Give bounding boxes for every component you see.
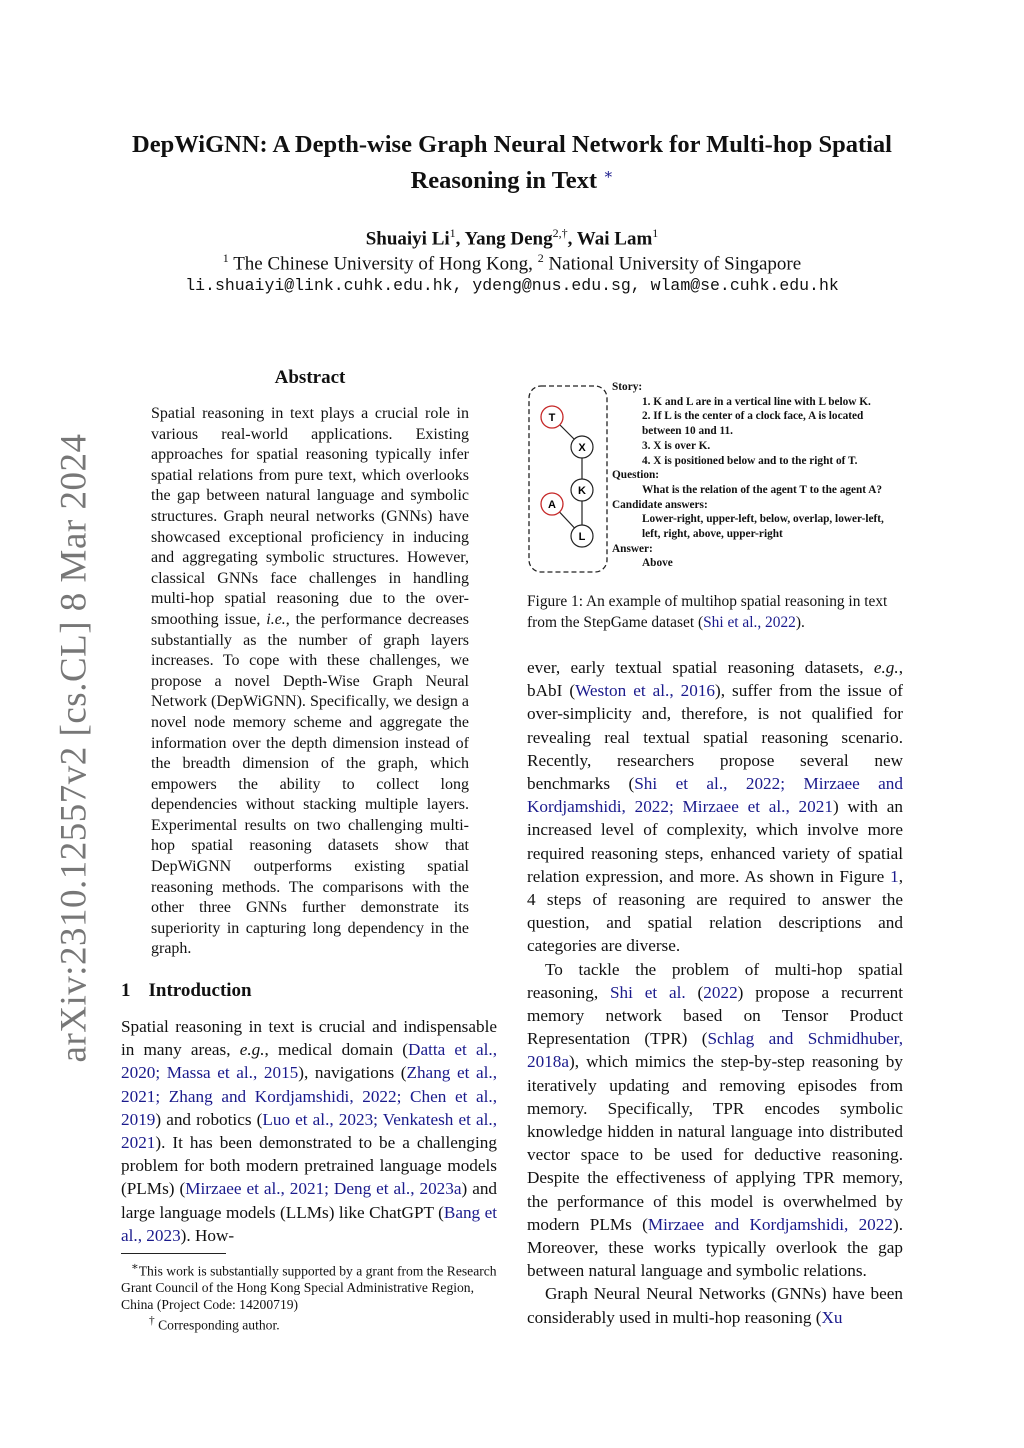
graph-boundary (529, 386, 607, 572)
affil-1: The Chinese University of Hong Kong, (233, 253, 533, 275)
question-text: What is the relation of the agent T to the agent A? (642, 483, 883, 496)
question-label: Question: (612, 469, 660, 482)
candidates-line: Lower-right, upper-left, below, overlap, lower-left, (642, 513, 884, 526)
candidates-line: left, right, above, upper-right (642, 528, 783, 541)
citation-link[interactable]: Schlag and Schmidhuber, 2018a (527, 1029, 903, 1072)
citation-link[interactable]: 2022 (703, 982, 738, 1002)
footnote-1-mark: ∗ (131, 1261, 139, 1273)
text-run: ) with an increased level of complexity, which involve more required reasoning steps, enhanced variety of spatial relation expression, and more. As shown in Figure (527, 797, 903, 886)
author-list: Shuaiyi Li$^1$, Yang Deng$^{2,\dagger}$, Wai Lam$^1$ (365, 226, 659, 250)
section-heading (121, 980, 252, 1002)
citation-link[interactable]: Zhang et al., 2021; Zhang and Kordjamshidi, 2022; Chen et al., 2019 (121, 1063, 497, 1129)
intro-paragraph-2 (527, 958, 903, 1283)
story-line: 1. K and L are in a vertical line with L below K. (642, 395, 871, 408)
text-run: ) propose a recurrent memory network based on Tensor Product Representation (TPR) ( (527, 982, 903, 1049)
title-line-2 (60, 160, 964, 196)
author-sup: 1 (652, 226, 659, 240)
node-label: L (578, 531, 586, 543)
affil-2-sup: 2 (537, 251, 544, 265)
title-line-1: DepWiGNN: A Depth-wise Graph Neural Network for Multi-hop Spatial (132, 131, 892, 158)
graph-node-x (571, 436, 593, 458)
author-name: Yang Deng (464, 228, 553, 250)
text-run: ), which mimics the step-by-step reasoning by iteratively updating and removing episodes from memory. Specifically, TPR encodes symbolic knowledge hidden in natural language into distributed vector space to be used for deductive reasoning. Despite the effectiveness of applying TPR memory, the performance of this model is overwhelmed by modern PLMs ( (527, 1052, 903, 1234)
story-line: 2. If L is the center of a clock face, A is located (642, 410, 864, 423)
author-emails: li.shuaiyi@link.cuhk.edu.hk, ydeng@nus.edu.sg, wlam@se.cuhk.edu.hk (185, 276, 839, 295)
text-run: , bAbI ( (527, 658, 903, 701)
abstract-text (151, 404, 469, 960)
text-run: , medical domain ( (264, 1040, 409, 1060)
abstract-part-a: Spatial reasoning in text plays a crucial role in various real-world applications. Existing approaches for spatial reasoning typically infer spatial relations from pure text, which overlooks the gap between natural language and symbolic structures. Graph neural networks (GNNs) have showcased exceptional proficiency in inducing and aggregating symbolic structures. However, classical GNNs face challenges in handling multi-hop spatial reasoning due to the over-smoothing issue, (151, 405, 469, 628)
text-italic: e.g. (239, 1040, 265, 1060)
text-run: ). Moreover, these works typically overlook the gap between natural language and symbolic relations. (527, 1214, 903, 1281)
text-run: , 4 steps of reasoning are required to answer the question, and spatial relation descriptions and categories are diverse. (527, 866, 903, 956)
title-line-2-text: Reasoning in Text (410, 167, 598, 195)
citation-link[interactable]: Luo et al., 2023; Venkatesh et al., 2021 (121, 1109, 498, 1153)
text-run: Graph Neural Neural Networks (GNNs) have been considerably used in multi-hop reasoning ( (527, 1284, 903, 1327)
citation-link[interactable]: Shi et al., 2022 (703, 613, 796, 631)
arxiv-id: arXiv:2310.12557v2 [cs.CL] 8 Mar 2024 (53, 433, 95, 1062)
text-run: Figure 1: An example of multihop spatial reasoning in text from the StepGame dataset ( (527, 593, 888, 631)
citation-link[interactable]: Weston et al., 2016 (575, 681, 716, 701)
graph-node-k (571, 479, 593, 501)
abstract-part-b: , the performance decreases substantially as the number of graph layers increases. To cope with these challenges, we propose a novel Depth-Wise Graph Neural Network (DepWiGNN). Specifically, we design a novel node memory scheme and aggregate the information over the depth dimension instead of the breadth dimension of the graph, which empowers the ability to collect long dependencies without stacking multiple layers. Experimental results on two challenging multi-hop spatial reasoning datasets show that DepWiGNN outperforms existing spatial reasoning methods. The comparisons with the other three GNNs further demonstrate its superiority in capturing long dependency in the graph. (151, 610, 469, 958)
story-line: 3. X is over K. (642, 439, 711, 452)
node-label: K (578, 485, 586, 497)
citation-link[interactable]: Xu (821, 1307, 843, 1327)
title-footnote-marker[interactable]: ∗ (603, 167, 614, 183)
intro-paragraph-3 (527, 1282, 903, 1328)
affil-2: National University of Singapore (548, 253, 802, 275)
text-run: ever, early textual spatial reasoning datasets, (527, 658, 874, 677)
story-line: between 10 and 11. (642, 425, 734, 438)
text-run: ), suffer from the issue of over-simplicity and, therefore, is not qualified for revealing real textual spatial reasoning scenario. Recently, researchers propose several new benchmarks ( (527, 681, 903, 794)
abstract-ie: i.e. (266, 610, 286, 628)
affil-1-sup: 1 (222, 251, 229, 265)
answer-label: Answer: (612, 542, 653, 555)
author-name: Shuaiyi Li (365, 228, 450, 250)
footnote-2 (121, 1313, 501, 1334)
figure-ref-link[interactable]: 1 (890, 866, 899, 886)
node-label: A (548, 499, 556, 511)
citation-link[interactable]: Mirzaee and Kordjamshidi, 2022 (647, 1214, 893, 1234)
node-label: T (548, 412, 556, 424)
citation-link[interactable]: Bang et al., 2023 (121, 1202, 497, 1245)
section-title: Introduction (148, 980, 252, 1001)
section-number: 1 (121, 980, 131, 1001)
author-sup: 1 (449, 226, 456, 240)
right-column-body (527, 656, 903, 1329)
figure-1-story (612, 380, 912, 571)
figure-1-graph (526, 384, 612, 574)
affiliations (60, 251, 964, 275)
citation-link[interactable]: Datta et al., 2020; Massa et al., 2015 (121, 1040, 498, 1083)
intro-paragraph-1-cont (527, 656, 903, 958)
citation-link[interactable]: Shi et al. (609, 982, 686, 1002)
candidates-label: Candidate answers: (612, 498, 708, 511)
arxiv-stamp (44, 433, 104, 1062)
text-run: ). How- (180, 1225, 235, 1245)
text-run: ( (685, 982, 704, 1002)
citation-link[interactable]: Mirzaee et al., 2021; Deng et al., 2023a (185, 1179, 462, 1199)
answer-text: Above (642, 557, 673, 570)
text-run: ) and large language models (LLMs) like ChatGPT ( (121, 1179, 498, 1222)
figure-1-caption (527, 592, 905, 633)
text-run: To tackle the problem of multi-hop spatial reasoning, (527, 959, 903, 1002)
text-run: ). (795, 613, 805, 631)
footnotes (121, 1259, 501, 1334)
footnote-2-text: Corresponding author. (158, 1317, 280, 1333)
text-run: ) and robotics ( (155, 1109, 263, 1129)
author-name: Wai Lam (576, 228, 653, 250)
graph-node-t (541, 406, 563, 428)
footnote-rule (121, 1253, 226, 1254)
intro-paragraph-1 (121, 1015, 497, 1247)
text-run: ), navigations ( (298, 1063, 407, 1083)
citation-link[interactable]: Shi et al., 2022; Mirzaee and Kordjamshidi, 2022; Mirzaee et al., 2021 (527, 774, 903, 817)
footnote-1-text: This work is substantially supported by a grant from the Research Grant Council of the Hong Kong Special Administrative Region, China (Project Code: 14200719) (121, 1263, 497, 1312)
footnote-1 (121, 1259, 501, 1313)
text-run: Spatial reasoning in text is crucial and indispensable in many areas, (121, 1017, 497, 1060)
text-run: ). It has been demonstrated to be a challenging problem for both modern pretrained language models (PLMs) ( (121, 1133, 497, 1199)
story-line: 4. X is positioned below and to the right of T. (642, 454, 858, 467)
node-label: X (578, 442, 586, 454)
graph-node-l (571, 525, 593, 547)
story-label: Story: (612, 381, 643, 393)
graph-node-a (541, 493, 563, 515)
abstract-heading: Abstract (274, 367, 346, 388)
text-italic: e.g. (873, 658, 899, 677)
footnote-2-mark: † (149, 1315, 155, 1328)
paper-title (60, 130, 964, 196)
author-sup: 2,† (552, 226, 568, 240)
